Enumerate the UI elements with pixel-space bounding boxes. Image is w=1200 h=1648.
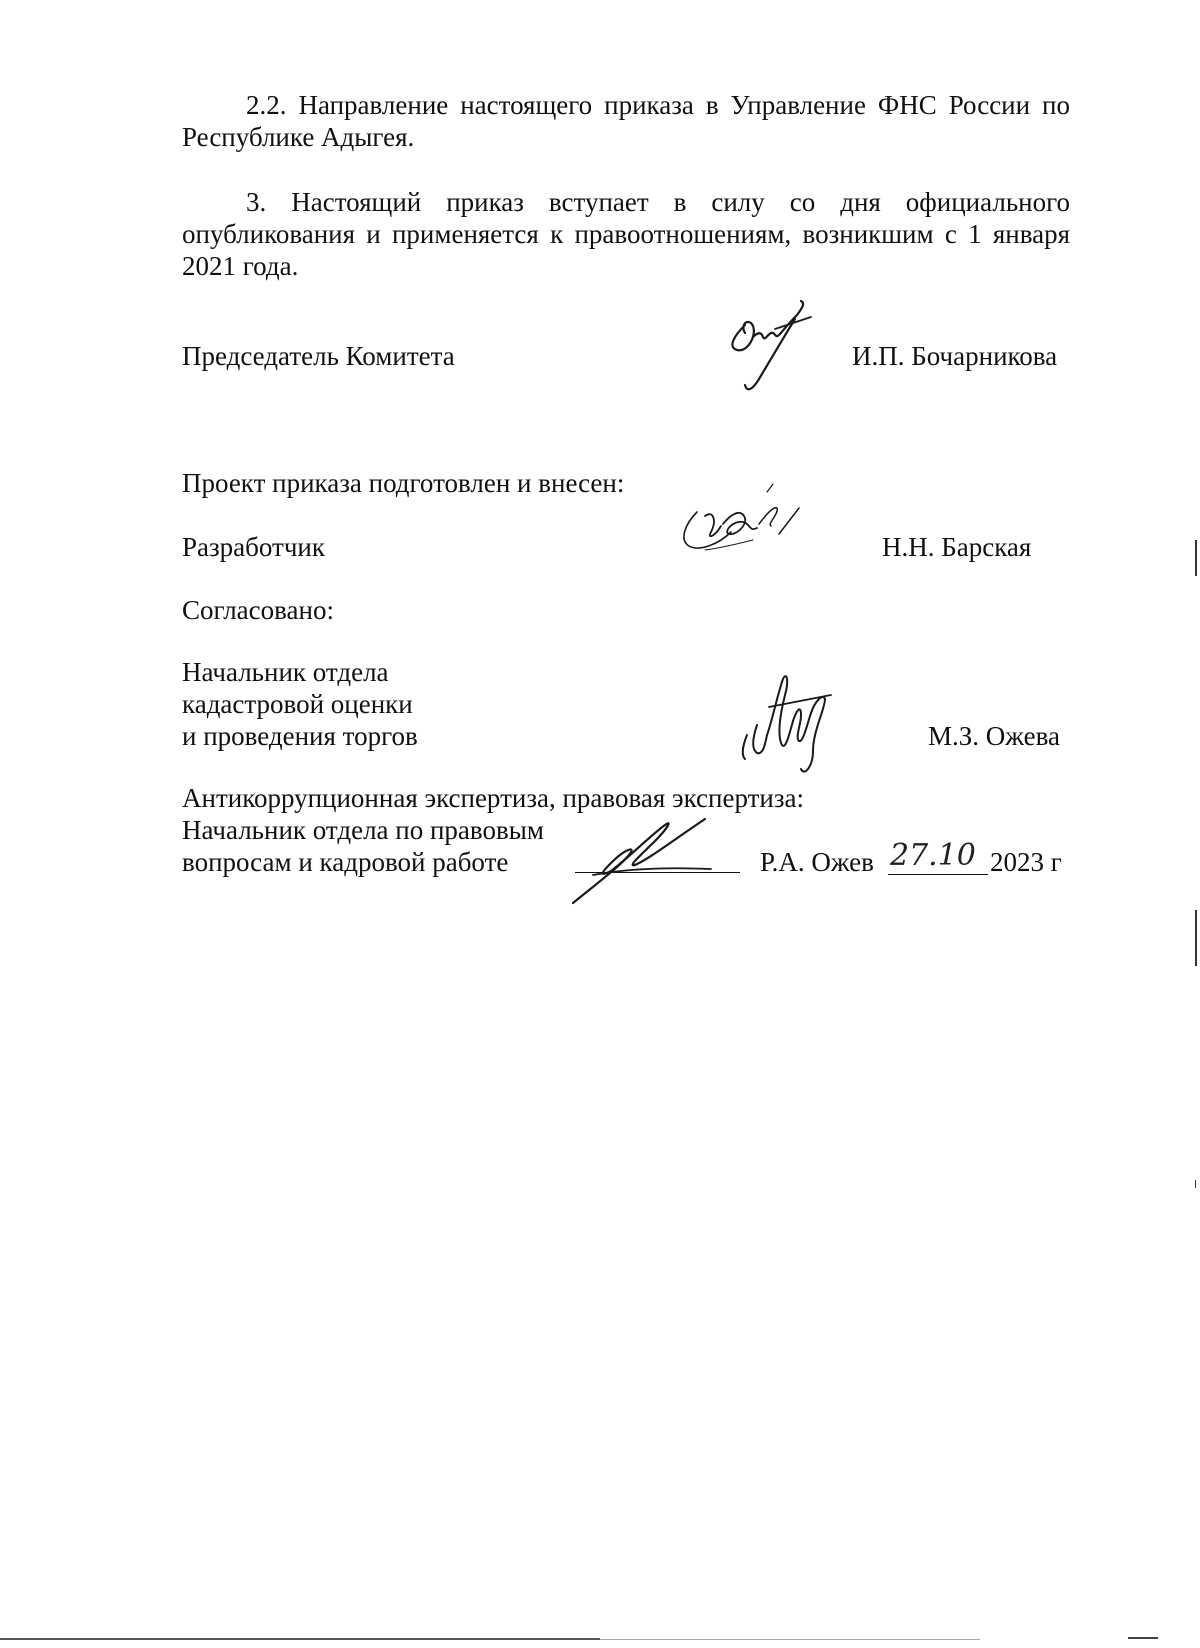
cadastral-head-title-line3: и проведения торгов (182, 721, 418, 751)
paragraph-3 (182, 186, 1070, 282)
paragraph-line: 2021 года. (182, 251, 299, 281)
scan-bottom-dash (1128, 1637, 1158, 1639)
prepared-by-label: Проект приказа подготовлен и внесен: (182, 468, 625, 498)
date-year: 2023 г (990, 847, 1062, 877)
scan-mark (1195, 910, 1197, 966)
paragraph-2-2 (182, 89, 1070, 153)
signature-chairman (715, 295, 825, 405)
expertise-label: Антикоррупционная экспертиза, правовая экспертиза: (182, 783, 805, 813)
chairman-name: И.П. Бочарникова (852, 341, 1058, 371)
legal-head-title-line1: Начальник отдела по правовым (182, 815, 544, 845)
scan-bottom-line (0, 1638, 600, 1640)
cadastral-head-title-line1: Начальник отдела (182, 657, 389, 687)
legal-head-name: Р.А. Ожев (760, 847, 874, 877)
signature-cadastral-head (735, 665, 855, 790)
cadastral-head-title-line2: кадастровой оценки (182, 689, 413, 719)
scan-mark (1195, 1180, 1196, 1188)
scan-bottom-line (600, 1639, 980, 1640)
paragraph-line: Республике Адыгея. (182, 122, 415, 152)
legal-head-title-line2: вопросам и кадровой работе (182, 847, 509, 877)
agreed-label: Согласовано: (182, 595, 334, 625)
developer-name: Н.Н. Барская (882, 532, 1032, 562)
handwritten-date: 27.10 (890, 838, 976, 873)
developer-title: Разработчик (182, 532, 325, 562)
paragraph-line: опубликования и применяется к правоотношениям, возникшим с 1 января (182, 219, 1070, 249)
signature-developer (675, 480, 815, 570)
signature-legal-head (555, 805, 755, 915)
paragraph-line: 3. Настоящий приказ вступает в силу со дня официального (246, 187, 1070, 217)
cadastral-head-name: М.З. Ожева (928, 721, 1060, 751)
date-underline (888, 874, 988, 875)
paragraph-line: 2.2. Направление настоящего приказа в Управление ФНС России по (246, 90, 1070, 120)
scan-mark (1195, 540, 1197, 576)
chairman-title: Председатель Комитета (182, 341, 455, 371)
